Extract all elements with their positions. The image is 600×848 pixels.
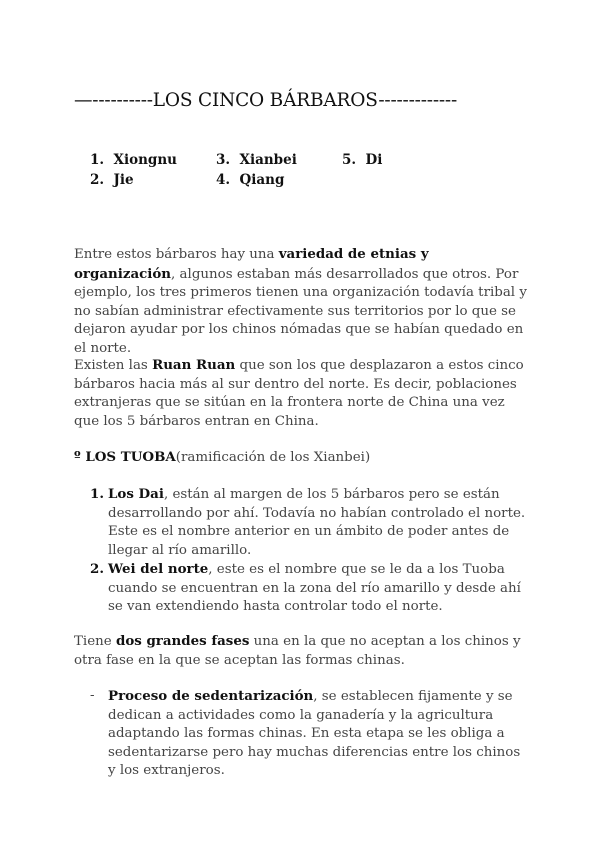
tribe-item-di <box>342 152 382 168</box>
page-title: —----------LOS CINCO BÁRBAROS------------- <box>74 90 458 111</box>
heading-note: (ramificación de los Xianbei) <box>175 450 371 465</box>
tribe-name: Qiang <box>239 172 285 188</box>
tribe-item-xiongnu <box>90 152 177 168</box>
heading-bold: º LOS TUOBA <box>74 449 176 465</box>
paragraph-fases <box>74 632 532 670</box>
list-item-wei <box>90 560 530 617</box>
paragraph-text: Existen las <box>74 358 153 373</box>
tribe-number: 5. <box>342 152 357 168</box>
fases-list <box>90 687 530 781</box>
list-text: , este es el nombre que se le da a los Tuoba cuando se encuentran en la zona del río amarillo y desde ahí se van extendiendo hasta controlar todo el norte. <box>108 562 521 614</box>
paragraph-text: Tiene <box>74 634 116 649</box>
paragraph-ruan-ruan <box>74 356 532 431</box>
section-heading-tuoba <box>74 448 532 468</box>
tribe-name: Xianbei <box>239 152 297 168</box>
list-text: , se establecen fijamente y se dedican a actividades como la ganadería y la agricultura adaptando las formas chinas. En esta etapa se les obliga a sedentarizarse pero hay muchas diferencias entre los chinos y los extranjeros. <box>108 689 521 778</box>
bullet-dash: - <box>90 688 95 703</box>
tribe-item-qiang <box>216 172 284 188</box>
paragraph-text: , algunos estaban más desarrollados que otros. Por ejemplo, los tres primeros tienen una organización todavía tribal y no sabían administrar efectivamente sus territorios por lo que se dejaron ayudar por los chinos nómadas que se habían quedado en el norte. <box>74 266 527 356</box>
tribe-number: 4. <box>216 172 231 188</box>
paragraph-etnias <box>74 245 532 358</box>
tribe-item-jie <box>90 172 134 188</box>
list-item-sedentarizacion <box>90 687 530 781</box>
tribe-number: 2. <box>90 172 105 188</box>
paragraph-text: una en la que no aceptan a los chinos y otra fase en la que se aceptan las formas chinas. <box>74 634 521 668</box>
tribe-name: Xiongnu <box>113 152 177 168</box>
list-bold: Los Dai <box>108 486 164 502</box>
list-number: 2. <box>90 561 104 577</box>
paragraph-bold: variedad de etnias y organización <box>74 246 429 282</box>
paragraph-bold: dos grandes fases <box>115 633 250 649</box>
tribe-number: 3. <box>216 152 231 168</box>
tribe-name: Di <box>365 152 383 168</box>
list-item-dai <box>90 485 530 560</box>
tribe-number: 1. <box>90 152 105 168</box>
list-bold: Wei del norte <box>108 561 209 577</box>
tuoba-list <box>90 485 530 617</box>
list-text: , están al margen de los 5 bárbaros pero se están desarrollando por ahí. Todavía no habían controlado el norte. Este es el nombre anterior en un ámbito de poder antes de llegar al río amarillo. <box>108 487 526 558</box>
paragraph-bold: Ruan Ruan <box>152 357 236 373</box>
tribe-name: Jie <box>113 172 134 188</box>
list-number: 1. <box>90 486 104 502</box>
list-bold: Proceso de sedentarización <box>108 688 314 704</box>
paragraph-text: que son los que desplazaron a estos cinco bárbaros hacia más al sur dentro del norte. Es decir, poblaciones extranjeras que se sitúan en la frontera norte de China una vez que los 5 bárbaros entran en China. <box>74 358 524 429</box>
tribe-item-xianbei <box>216 152 297 168</box>
paragraph-text: Entre estos bárbaros hay una <box>74 247 279 262</box>
